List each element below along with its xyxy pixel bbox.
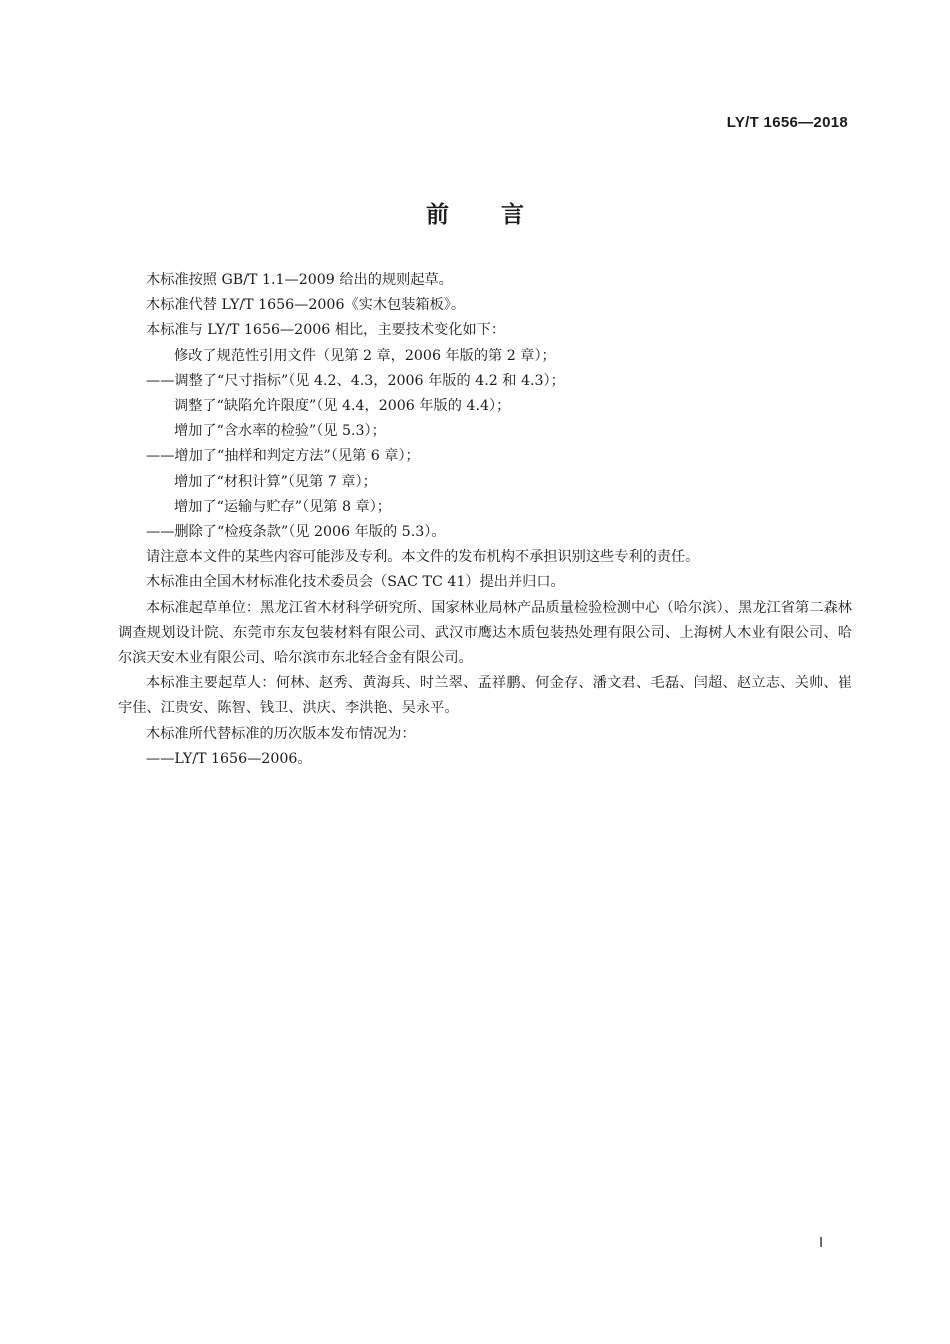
page-title: 前 言: [425, 202, 524, 228]
foreword-body: [118, 268, 852, 772]
change-item: ——删除了“检疫条款”（见 2006 年版的 5.3）。: [146, 524, 446, 541]
change-item: 修改了规范性引用文件（见第 2 章，2006 年版的第 2 章）；: [174, 347, 556, 364]
paragraph-history-intro: 木标准所代替标准的历次版本发布情况为：: [146, 725, 416, 742]
paragraph-drafting-rules: 木标准按照 GB/T 1.1—2009 给出的规则起草。: [146, 272, 453, 288]
paragraph-changes-intro: 本标准与 LY/T 1656—2006 相比，主要技术变化如下：: [146, 322, 506, 339]
change-item: ——调整了“尺寸指标”（见 4.2、4.3，2006 年版的 4.2 和 4.3）；: [146, 372, 565, 389]
change-item: ——增加了“抽样和判定方法”（见第 6 章）；: [146, 448, 420, 465]
paragraph-patent-notice: 请注意本文件的某些内容可能涉及专利。本文件的发布机构不承担识别这些专利的责任。: [146, 549, 700, 566]
paragraph-proposer: 木标准由全国木材标准化技术委员会（SAC TC 41）提出并归口。: [146, 574, 565, 591]
page-number: I: [819, 1236, 823, 1251]
change-item: 增加了“材积计算”（见第 7 章）；: [174, 473, 377, 490]
change-item: 调整了“缺陷允许限度”（见 4.4，2006 年版的 4.4）；: [174, 398, 511, 415]
paragraph-drafting-units: 本标准起草单位：黑龙江省木材科学研究所、国家林业局林产品质量检验检测中心（哈尔滨）、黑龙江省第二森林调查规划设计院、东莞市东友包装材料有限公司、武汉市鹰达木质包装热处理有限公司、上海树人木业有限公司、哈尔滨天安木业有限公司、哈尔滨市东北轻合金有限公司。: [118, 599, 852, 667]
paragraph-replaces: 木标准代替 LY/T 1656—2006《实木包装箱板》。: [146, 297, 466, 314]
change-item: 增加了“含水率的检验”（见 5.3）；: [174, 423, 386, 440]
standard-code: LY/T 1656—2018: [726, 114, 848, 131]
paragraph-drafters: 本标准主要起草人：何林、赵秀、黄海兵、时兰翠、孟祥鹏、何金存、潘文君、毛磊、闫超、赵立志、关帅、崔宇佳、江贵安、陈智、钱卫、洪庆、李洪艳、吴永平。: [118, 675, 852, 717]
history-item: ——LY/T 1656—2006。: [146, 750, 312, 767]
change-item: 增加了“运输与贮存”（见第 8 章）；: [174, 498, 391, 515]
